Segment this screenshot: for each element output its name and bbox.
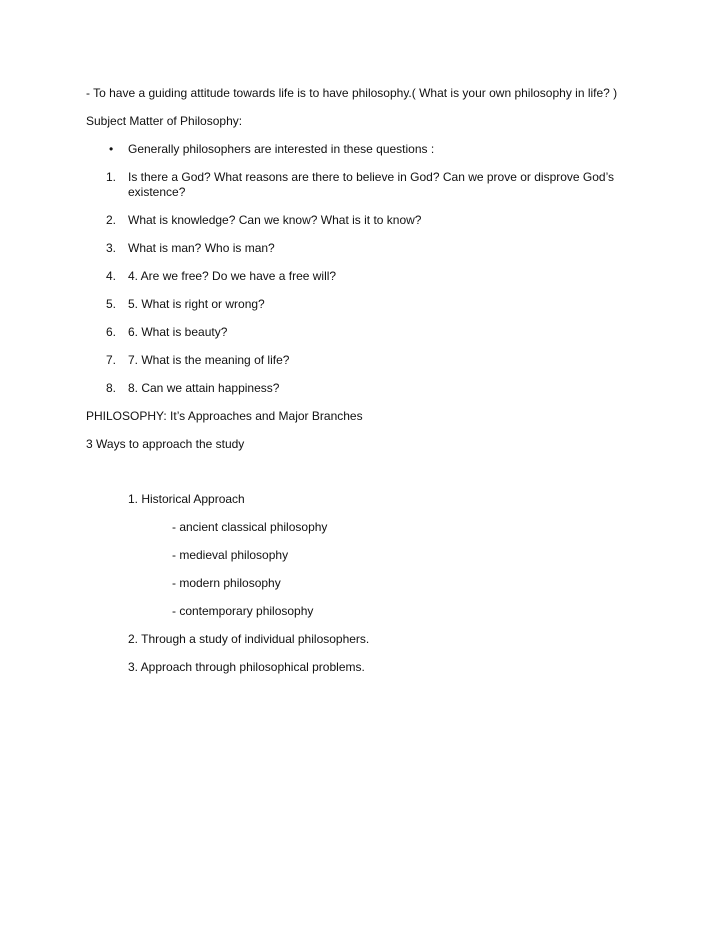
ways-heading: 3 Ways to approach the study <box>86 437 245 451</box>
list-text: 8. Can we attain happiness? <box>128 381 280 395</box>
bullet-text: Generally philosophers are interested in these questions : <box>128 142 435 156</box>
bullet-marker: • <box>109 142 114 156</box>
list-text: 5. What is right or wrong? <box>128 297 265 311</box>
historical-sub-item: - contemporary philosophy <box>172 604 314 618</box>
list-text: Is there a God? What reasons are there to believe in God? Can we prove or disprove God’s existence? <box>128 170 615 199</box>
subject-heading: Subject Matter of Philosophy: <box>86 114 243 128</box>
list-text: 7. What is the meaning of life? <box>128 353 290 367</box>
approaches-heading: PHILOSOPHY: It’s Approaches and Major Branches <box>86 409 363 423</box>
historical-sub-item: - modern philosophy <box>172 576 281 590</box>
individual-approach: 2. Through a study of individual philosophers. <box>128 632 370 646</box>
historical-approach: 1. Historical Approach <box>128 492 245 506</box>
list-marker: 5. <box>106 297 117 311</box>
list-marker: 4. <box>106 269 117 283</box>
list-marker: 1. <box>106 170 117 184</box>
list-text: 6. What is beauty? <box>128 325 228 339</box>
list-text: What is man? Who is man? <box>128 241 275 255</box>
list-marker: 8. <box>106 381 117 395</box>
list-marker: 7. <box>106 353 117 367</box>
list-marker: 6. <box>106 325 117 339</box>
list-marker: 2. <box>106 213 117 227</box>
historical-sub-item: - ancient classical philosophy <box>172 520 328 534</box>
intro-paragraph: - To have a guiding attitude towards life is to have philosophy.( What is your own philosophy in life? ) <box>86 86 618 100</box>
problems-approach: 3. Approach through philosophical problems. <box>128 660 365 674</box>
historical-sub-item: - medieval philosophy <box>172 548 289 562</box>
list-text: What is knowledge? Can we know? What is it to know? <box>128 213 422 227</box>
list-marker: 3. <box>106 241 117 255</box>
list-text: 4. Are we free? Do we have a free will? <box>128 269 337 283</box>
